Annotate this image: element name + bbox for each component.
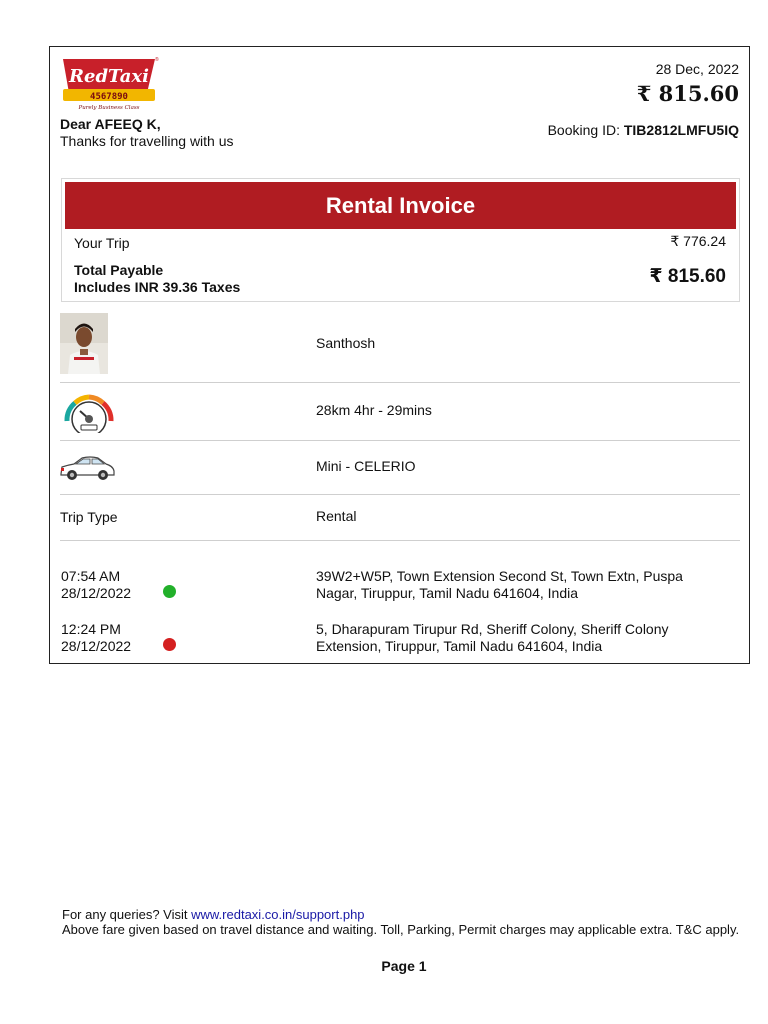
redtaxi-logo (59, 55, 159, 111)
drop-address: 5, Dharapuram Tirupur Rd, Sheriff Colony, Sheriff Colony Extension, Tiruppur, Tamil Nadu 641604, India (316, 621, 669, 654)
driver-photo-avatar (60, 313, 108, 374)
greeting-name: Dear AFEEQ K, (60, 116, 161, 132)
drop-marker-icon (163, 638, 176, 651)
trip-type-label: Trip Type (60, 509, 118, 525)
booking-id-value: TIB2812LMFU5IQ (623, 122, 739, 138)
support-link[interactable]: www.redtaxi.co.in/support.php (191, 907, 365, 922)
greeting-block (60, 116, 234, 150)
support-prefix: For any queries? Visit (62, 907, 192, 922)
trip-fare-value: ₹ 776.24 (670, 233, 726, 249)
drop-time-block (61, 621, 131, 655)
driver-name: Santhosh (316, 335, 376, 351)
total-payable-text: Total Payable (74, 262, 164, 278)
pickup-date: 28/12/2022 (61, 585, 132, 601)
trip-fare-label: Your Trip (74, 235, 130, 251)
total-payable-value: ₹ 815.60 (649, 266, 726, 287)
pickup-marker-icon (163, 585, 176, 598)
pickup-time-block (61, 568, 131, 602)
header-amount: ₹ 815.60 (636, 81, 739, 106)
taxes-text: Includes INR 39.36 Taxes (74, 279, 241, 295)
page-number: Page 1 (381, 958, 427, 974)
pickup-address: 39W2+W5P, Town Extension Second St, Town Extn, Puspa Nagar, Tiruppur, Tamil Nadu 641604, India (316, 568, 683, 601)
svg-text:®: ® (155, 57, 159, 63)
drop-time: 12:24 PM (61, 621, 121, 637)
header-summary (637, 61, 739, 107)
invoice-sheet (49, 46, 750, 664)
row-divider (60, 540, 740, 541)
drop-date: 28/12/2022 (61, 638, 132, 654)
support-line (62, 907, 742, 922)
logo-phone: 4567890 (90, 92, 128, 102)
row-divider (60, 440, 740, 441)
thanks-text: Thanks for travelling with us (60, 133, 234, 149)
row-divider (60, 494, 740, 495)
invoice-summary-box (61, 178, 740, 302)
invoice-title: Rental Invoice (65, 182, 736, 229)
booking-id-label: Booking ID: (547, 122, 620, 138)
row-divider (60, 382, 740, 383)
svg-text:Purely Business Class: Purely Business Class (78, 105, 140, 111)
car-icon (58, 454, 116, 482)
total-payable-label (74, 262, 240, 296)
svg-text:RedTaxi: RedTaxi (69, 66, 149, 87)
booking-id (548, 122, 739, 138)
pickup-time: 07:54 AM (61, 568, 121, 584)
trip-type-value: Rental (316, 508, 357, 524)
invoice-date: 28 Dec, 2022 (655, 61, 739, 77)
vehicle-type: Mini - CELERIO (316, 458, 416, 474)
speedometer-icon (63, 391, 115, 433)
footer-notes (62, 907, 742, 937)
trip-distance-duration: 28km 4hr - 29mins (316, 402, 432, 418)
fare-disclaimer: Above fare given based on travel distance and waiting. Toll, Parking, Permit charges may applicable extra. T&C apply. (62, 922, 740, 937)
